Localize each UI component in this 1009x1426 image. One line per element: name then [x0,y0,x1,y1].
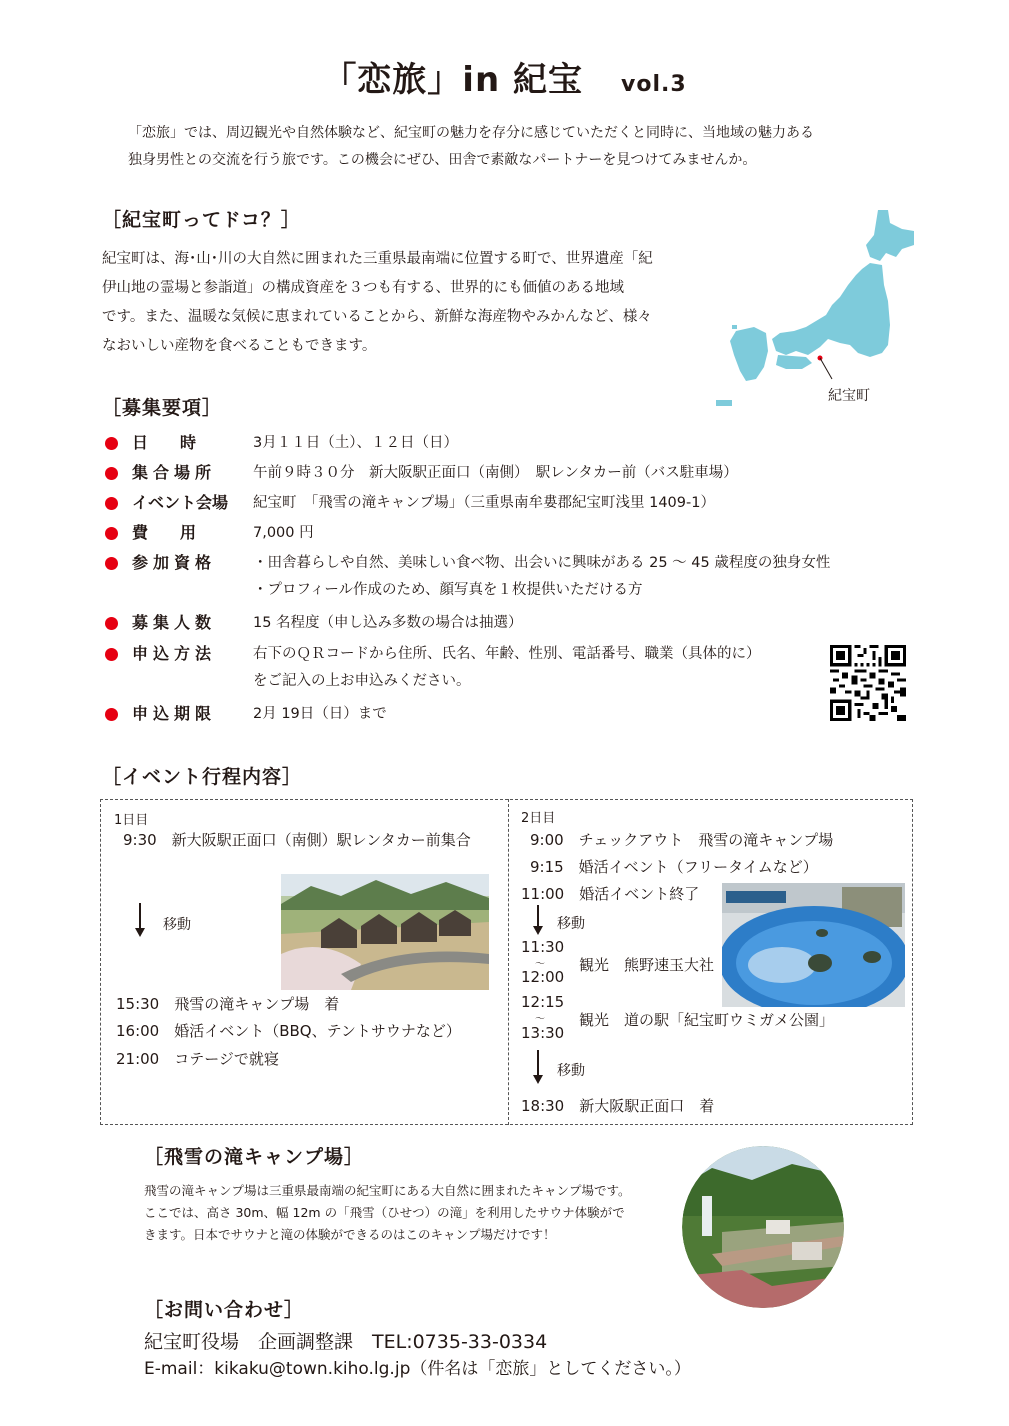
day2-move: 移動 [557,1063,585,1079]
recruit-value: ・田舎暮らしや自然、美味しい食べ物、出会いに興味がある 25 ～ 45 歳程度の独身女性 [253,555,831,571]
camp-heading: ［飛雪の滝キャンプ場］ [144,1146,365,1168]
where-line: なおいしい産物を食べることもできます。 [102,338,377,354]
campsite-photo [682,1146,844,1308]
day2-time: 12:00 [521,968,565,986]
bullet-icon [105,617,118,630]
recruit-label: 日 時 [132,433,197,452]
day2-item: 観光 熊野速玉大社 [579,956,715,974]
recruit-value: 右下のＱＲコードから住所、氏名、年齢、性別、電話番号、職業（具体的に） [253,646,761,662]
recruit-value-2: をご記入の上お申込みください。 [253,673,471,689]
day2-tilde: ～ [535,1014,545,1025]
bullet-icon [105,437,118,450]
page-title [0,52,1009,101]
turtle-icon [863,951,881,963]
day1-item: 9:30 新大阪駅正面口（南側）駅レンタカー前集合 [123,831,471,849]
recruit-value: 3月１１日（土）、１２日（日） [253,435,458,451]
recruit-value: 7,000 円 [253,525,314,541]
day2-item: 観光 道の駅「紀宝町ウミガメ公園」 [579,1011,835,1029]
day2-item: 9:15 婚活イベント（フリータイムなど） [530,858,818,876]
contact-phone: 紀宝町役場 企画調整課 TEL:0735-33-0334 [144,1331,548,1353]
where-line: 伊山地の霊場と参詣道」の構成資産を３つも有する、世界的にも価値のある地域 [102,280,624,296]
recruit-value: 2月 19日（日）まで [253,706,387,722]
intro-line: 独身男性との交流を行う旅です。この機会にぜひ、田舎で素敵なパートナーを見つけてみませんか。 [128,152,757,168]
map-label: 紀宝町 [828,388,870,404]
recruit-value: 15 名程度（申し込み多数の場合は抽選） [253,615,523,631]
title-vol: vol.3 [621,72,687,97]
recruit-label: イベント会場 [132,493,229,512]
day2-label: 2日目 [521,811,556,826]
day1-item: 21:00 コテージで就寝 [116,1050,279,1068]
contact-heading: ［お問い合わせ］ [144,1299,305,1321]
schedule-heading: ［イベント行程内容］ [102,766,303,788]
day2-item: 18:30 新大阪駅正面口 着 [521,1097,715,1115]
intro-line: 「恋旅」では、周辺観光や自然体験など、紀宝町の魅力を存分に感じていただくと同時に、当地域の魅力ある [128,125,814,141]
recruit-label: 募集人数 [132,613,217,632]
recruit-value: 午前９時３０分 新大阪駅正面口（南側） 駅レンタカー前（バス駐車場） [253,465,738,481]
day2-move: 移動 [557,916,585,932]
sea-turtle-pool-photo [722,883,905,1007]
bullet-icon [105,497,118,510]
day1-item: 16:00 婚活イベント（BBQ、テントサウナなど） [116,1022,461,1040]
recruit-label: 申込期限 [132,704,217,723]
japan-map [710,205,920,415]
where-heading: ［紀宝町ってドコ？］ [102,209,301,231]
turtle-icon [808,954,832,972]
camp-paragraph [144,1180,654,1246]
day2-time: 11:30 [521,938,565,956]
contact-email[interactable]: E-mail：kikaku@town.kiho.lg.jp（件名は「恋旅」としてください。） [144,1359,691,1379]
recruit-label: 費 用 [132,523,197,542]
bullet-icon [105,527,118,540]
day2-time: 13:30 [521,1024,565,1042]
day1-item: 15:30 飛雪の滝キャンプ場 着 [116,995,340,1013]
turtle-icon [816,929,828,937]
recruit-label: 申込方法 [132,644,217,663]
day1-move: 移動 [163,917,191,933]
intro-paragraph [128,120,908,174]
cottage-photo [281,874,489,990]
camp-line: きます。日本でサウナと滝の体験ができるのはこのキャンプ場だけです！ [144,1227,556,1242]
day2-time: 12:15 [521,993,565,1011]
bullet-icon [105,557,118,570]
title-main: 「恋旅」in 紀宝 [322,60,584,100]
bullet-icon [105,648,118,661]
where-line: です。また、温暖な気候に恵まれていることから、新鮮な海産物やみかんなど、様々 [102,309,652,325]
arrow-down-icon [533,1050,543,1084]
bullet-icon [105,467,118,480]
recruit-value: 紀宝町 「飛雪の滝キャンプ場」（三重県南牟婁郡紀宝町浅里 1409-1） [253,495,715,511]
schedule-divider [508,799,509,1125]
where-paragraph [102,245,687,361]
day2-item: 11:00 婚活イベント終了 [521,885,700,903]
day2-tilde: ～ [535,959,545,970]
recruit-label: 参加資格 [132,553,217,572]
bullet-icon [105,708,118,721]
camp-line: 飛雪の滝キャンプ場は三重県最南端の紀宝町にある大自然に囲まれたキャンプ場です。 [144,1183,631,1198]
arrow-down-icon [135,903,145,937]
recruit-value-2: ・プロフィール作成のため、顔写真を１枚提供いただける方 [253,582,643,598]
arrow-down-icon [533,905,543,935]
day1-label: 1日目 [114,813,149,828]
qr-code-icon[interactable] [830,645,906,721]
where-line: 紀宝町は、海･山･川の大自然に囲まれた三重県最南端に位置する町で、世界遺産「紀 [102,251,653,267]
day2-item: 9:00 チェックアウト 飛雪の滝キャンプ場 [530,831,834,849]
recruit-label: 集合場所 [132,463,217,482]
recruit-heading: ［募集要項］ [102,397,223,419]
camp-line: ここでは、高さ 30m、幅 12m の「飛雪（ひせつ）の滝」を利用したサウナ体験がで [144,1205,625,1220]
